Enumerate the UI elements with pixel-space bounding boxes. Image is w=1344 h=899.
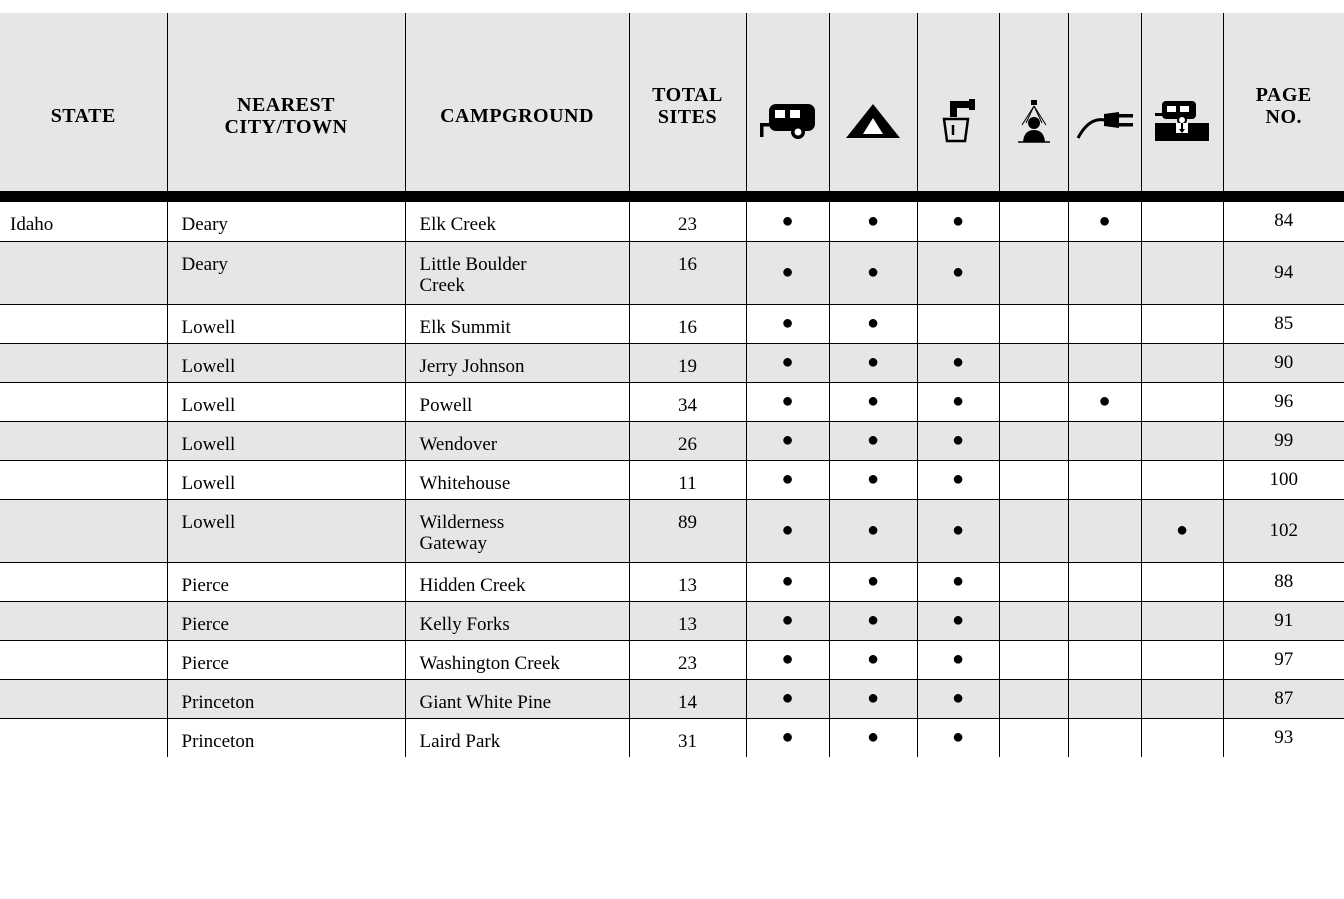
cell-state: [0, 304, 167, 343]
cell-water: [917, 499, 999, 562]
header-nearest-city: NEAREST CITY/TOWN: [167, 13, 405, 191]
amenity-dot: ●: [866, 209, 880, 232]
cell-shower: [999, 421, 1068, 460]
dump-station-icon: [1152, 99, 1212, 143]
amenity-dot: ●: [866, 429, 880, 451]
cell-water: [917, 421, 999, 460]
amenity-dot: ●: [866, 609, 880, 631]
cell-campground: Wendover: [405, 421, 629, 460]
amenity-dot: ●: [951, 468, 965, 490]
table-row: [0, 640, 1344, 679]
cell-total-sites: 31: [629, 718, 746, 757]
cell-page-number: 90: [1223, 343, 1344, 382]
cell-campground: Wilderness Gateway: [405, 499, 629, 562]
cell-trailer: [746, 679, 829, 718]
header-campground: CAMPGROUND: [405, 13, 629, 191]
header-page-number: PAGE NO.: [1223, 13, 1344, 191]
amenity-dot: ●: [866, 519, 880, 541]
table-row: [0, 304, 1344, 343]
cell-electric: [1068, 679, 1141, 718]
water-faucet-icon: [938, 99, 978, 143]
cell-page-number: 87: [1223, 679, 1344, 718]
cell-state: [0, 241, 167, 304]
cell-water: [917, 241, 999, 304]
cell-shower: [999, 241, 1068, 304]
cell-water: [917, 202, 999, 241]
amenity-dot: ●: [951, 570, 965, 592]
cell-campground: Whitehouse: [405, 460, 629, 499]
cell-nearest-city: Deary: [167, 202, 405, 241]
cell-shower: [999, 499, 1068, 562]
amenity-dot: ●: [781, 261, 794, 283]
cell-water: [917, 718, 999, 757]
cell-tent: [829, 343, 917, 382]
cell-campground: Laird Park: [405, 718, 629, 757]
cell-total-sites: 11: [629, 460, 746, 499]
cell-dump-station: [1141, 202, 1223, 241]
cell-nearest-city: Pierce: [167, 562, 405, 601]
header-trailer: [746, 13, 829, 191]
amenity-dot: ●: [951, 351, 965, 373]
amenity-dot: ●: [1175, 519, 1189, 541]
amenity-dot: ●: [866, 312, 880, 334]
cell-shower: [999, 679, 1068, 718]
cell-tent: [829, 382, 917, 421]
cell-state: [0, 421, 167, 460]
cell-total-sites: 23: [629, 640, 746, 679]
cell-dump-station: [1141, 679, 1223, 718]
cell-water: [917, 382, 999, 421]
cell-water: [917, 640, 999, 679]
cell-campground: Kelly Forks: [405, 601, 629, 640]
amenity-dot: ●: [866, 648, 880, 670]
cell-nearest-city: Princeton: [167, 679, 405, 718]
electric-plug-icon: [1075, 101, 1135, 141]
cell-trailer: [746, 460, 829, 499]
cell-nearest-city: Lowell: [167, 421, 405, 460]
cell-page-number: 88: [1223, 562, 1344, 601]
amenity-dot: ●: [781, 429, 794, 451]
cell-trailer: [746, 718, 829, 757]
cell-nearest-city: Lowell: [167, 499, 405, 562]
cell-page-number: 97: [1223, 640, 1344, 679]
cell-campground: Jerry Johnson: [405, 343, 629, 382]
amenity-dot: ●: [866, 570, 880, 592]
cell-campground: Giant White Pine: [405, 679, 629, 718]
header-total-sites: TOTAL SITES: [629, 13, 746, 191]
cell-shower: [999, 304, 1068, 343]
table-row: [0, 382, 1344, 421]
cell-page-number: 93: [1223, 718, 1344, 757]
tent-icon: [843, 101, 903, 141]
cell-electric: [1068, 343, 1141, 382]
table-row: [0, 499, 1344, 562]
amenity-dot: ●: [951, 261, 965, 283]
cell-total-sites: 16: [629, 304, 746, 343]
cell-nearest-city: Pierce: [167, 601, 405, 640]
cell-nearest-city: Lowell: [167, 460, 405, 499]
cell-page-number: 96: [1223, 382, 1344, 421]
amenity-dot: ●: [951, 519, 965, 541]
amenity-dot: ●: [781, 519, 794, 541]
cell-tent: [829, 718, 917, 757]
cell-tent: [829, 640, 917, 679]
cell-total-sites: 14: [629, 679, 746, 718]
cell-total-sites: 23: [629, 202, 746, 241]
cell-electric: [1068, 499, 1141, 562]
cell-water: [917, 343, 999, 382]
cell-water: [917, 679, 999, 718]
cell-total-sites: 13: [629, 601, 746, 640]
cell-state: [0, 679, 167, 718]
table-row: [0, 679, 1344, 718]
cell-total-sites: 26: [629, 421, 746, 460]
table-row: [0, 601, 1344, 640]
cell-dump-station: [1141, 601, 1223, 640]
header-water: [917, 13, 999, 191]
cell-electric: [1068, 601, 1141, 640]
amenity-dot: ●: [951, 390, 965, 412]
amenity-dot: ●: [951, 687, 965, 709]
cell-tent: [829, 460, 917, 499]
cell-campground: Elk Creek: [405, 202, 629, 241]
cell-total-sites: 19: [629, 343, 746, 382]
amenity-dot: ●: [781, 351, 794, 373]
cell-tent: [829, 304, 917, 343]
cell-nearest-city: Lowell: [167, 304, 405, 343]
cell-page-number: 94: [1223, 241, 1344, 304]
shower-icon: [1014, 99, 1054, 143]
amenity-dot: ●: [866, 468, 880, 490]
cell-total-sites: 34: [629, 382, 746, 421]
cell-campground: Elk Summit: [405, 304, 629, 343]
cell-tent: [829, 601, 917, 640]
cell-page-number: 99: [1223, 421, 1344, 460]
cell-tent: [829, 241, 917, 304]
cell-page-number: 91: [1223, 601, 1344, 640]
table-row: [0, 421, 1344, 460]
cell-trailer: [746, 499, 829, 562]
cell-trailer: [746, 202, 829, 241]
amenity-dot: ●: [1098, 390, 1111, 412]
cell-electric: [1068, 382, 1141, 421]
cell-tent: [829, 499, 917, 562]
cell-electric: [1068, 460, 1141, 499]
amenity-dot: ●: [781, 312, 794, 334]
cell-shower: [999, 202, 1068, 241]
cell-nearest-city: Lowell: [167, 382, 405, 421]
table-row: [0, 241, 1344, 304]
cell-tent: [829, 562, 917, 601]
cell-trailer: [746, 343, 829, 382]
cell-state: [0, 718, 167, 757]
cell-dump-station: [1141, 718, 1223, 757]
cell-shower: [999, 718, 1068, 757]
cell-trailer: [746, 421, 829, 460]
header-state: STATE: [0, 13, 167, 191]
table-row: [0, 562, 1344, 601]
cell-water: [917, 562, 999, 601]
amenity-dot: ●: [781, 648, 794, 670]
cell-total-sites: 13: [629, 562, 746, 601]
cell-water: [917, 304, 999, 343]
cell-tent: [829, 421, 917, 460]
cell-total-sites: 89: [629, 499, 746, 562]
cell-trailer: [746, 304, 829, 343]
cell-trailer: [746, 601, 829, 640]
cell-electric: [1068, 421, 1141, 460]
amenity-dot: ●: [951, 648, 965, 670]
cell-electric: [1068, 241, 1141, 304]
cell-dump-station: [1141, 562, 1223, 601]
amenity-dot: ●: [781, 609, 794, 631]
cell-page-number: 100: [1223, 460, 1344, 499]
cell-page-number: 85: [1223, 304, 1344, 343]
cell-dump-station: [1141, 304, 1223, 343]
cell-shower: [999, 601, 1068, 640]
amenity-dot: ●: [951, 429, 965, 451]
amenity-dot: ●: [866, 687, 880, 709]
campground-table: [0, 13, 1344, 757]
cell-dump-station: [1141, 382, 1223, 421]
cell-campground: Little Boulder Creek: [405, 241, 629, 304]
cell-state: Idaho: [0, 202, 167, 241]
amenity-dot: ●: [781, 468, 794, 490]
header-tent: [829, 13, 917, 191]
header-shower: [999, 13, 1068, 191]
cell-page-number: 102: [1223, 499, 1344, 562]
table-row: [0, 718, 1344, 757]
cell-nearest-city: Deary: [167, 241, 405, 304]
cell-campground: Powell: [405, 382, 629, 421]
cell-dump-station: [1141, 640, 1223, 679]
header-separator-bar: [0, 191, 1344, 202]
cell-state: [0, 382, 167, 421]
amenity-dot: ●: [866, 351, 880, 373]
cell-dump-station: [1141, 499, 1223, 562]
cell-shower: [999, 562, 1068, 601]
trailer-icon: [757, 101, 819, 141]
cell-state: [0, 460, 167, 499]
amenity-dot: ●: [866, 261, 880, 283]
amenity-dot: ●: [951, 609, 965, 631]
cell-state: [0, 601, 167, 640]
cell-water: [917, 601, 999, 640]
table-row: [0, 343, 1344, 382]
amenity-dot: ●: [1098, 209, 1111, 232]
amenity-dot: ●: [781, 570, 794, 592]
cell-campground: Washington Creek: [405, 640, 629, 679]
table-row: [0, 460, 1344, 499]
cell-trailer: [746, 640, 829, 679]
cell-tent: [829, 679, 917, 718]
cell-total-sites: 16: [629, 241, 746, 304]
amenity-dot: ●: [951, 209, 965, 232]
cell-trailer: [746, 562, 829, 601]
cell-campground: Hidden Creek: [405, 562, 629, 601]
cell-shower: [999, 382, 1068, 421]
amenity-dot: ●: [781, 687, 794, 709]
header-row: [0, 13, 1344, 191]
amenity-dot: ●: [781, 209, 794, 232]
cell-shower: [999, 460, 1068, 499]
cell-nearest-city: Princeton: [167, 718, 405, 757]
cell-dump-station: [1141, 343, 1223, 382]
amenity-dot: ●: [866, 726, 880, 749]
cell-electric: [1068, 202, 1141, 241]
cell-tent: [829, 202, 917, 241]
cell-water: [917, 460, 999, 499]
amenity-dot: ●: [951, 726, 965, 749]
amenity-dot: ●: [781, 390, 794, 412]
cell-state: [0, 562, 167, 601]
table-row: [0, 202, 1344, 241]
header-electric: [1068, 13, 1141, 191]
cell-dump-station: [1141, 421, 1223, 460]
cell-page-number: 84: [1223, 202, 1344, 241]
cell-state: [0, 499, 167, 562]
cell-electric: [1068, 562, 1141, 601]
cell-electric: [1068, 718, 1141, 757]
cell-state: [0, 640, 167, 679]
cell-trailer: [746, 382, 829, 421]
cell-trailer: [746, 241, 829, 304]
cell-state: [0, 343, 167, 382]
cell-electric: [1068, 304, 1141, 343]
cell-dump-station: [1141, 460, 1223, 499]
cell-nearest-city: Pierce: [167, 640, 405, 679]
cell-shower: [999, 343, 1068, 382]
amenity-dot: ●: [781, 726, 794, 749]
header-dump-station: [1141, 13, 1223, 191]
amenity-dot: ●: [866, 390, 880, 412]
cell-electric: [1068, 640, 1141, 679]
table-body: [0, 191, 1344, 757]
cell-shower: [999, 640, 1068, 679]
cell-nearest-city: Lowell: [167, 343, 405, 382]
cell-dump-station: [1141, 241, 1223, 304]
